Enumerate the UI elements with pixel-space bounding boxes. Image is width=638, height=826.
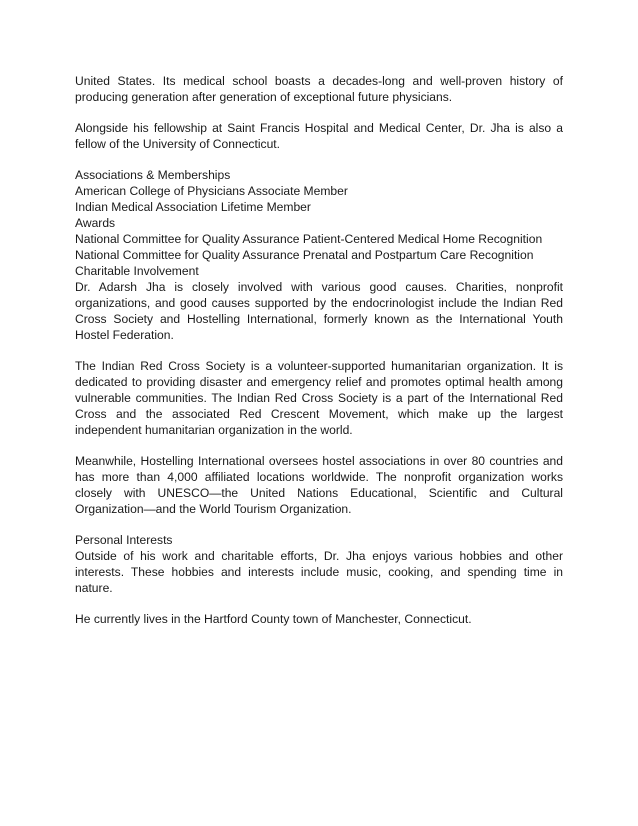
paragraph-hostelling: Meanwhile, Hostelling International oversees hostel associations in over 80 countries and has more than 4,000 affiliated locations worldwide. The nonprofit organization works closely with UNESCO—the United Nations Educational, Scientific and Cultural Organization—and the World Tourism Organization. [75, 454, 563, 516]
associations-heading: Associations & Memberships [75, 168, 231, 182]
paragraph-medical-school: United States. Its medical school boasts a decades-long and well-proven history of producing generation after generation of exceptional future physicians. [75, 74, 563, 104]
personal-interests-heading: Personal Interests [75, 533, 173, 547]
award-item: National Committee for Quality Assurance Patient-Centered Medical Home Recognition [75, 232, 543, 246]
associations-section [75, 167, 563, 279]
paragraph-residence: He currently lives in the Hartford County town of Manchester, Connecticut. [75, 612, 472, 626]
paragraph-fellowship: Alongside his fellowship at Saint Francis Hospital and Medical Center, Dr. Jha is also a fellow of the University of Connecticut. [75, 121, 563, 151]
paragraph-charities: Dr. Adarsh Jha is closely involved with various good causes. Charities, nonprofit organizations, and good causes supported by the endocrinologist include the Indian Red Cross Society and Hostelling International, formerly known as the International Youth Hostel Federation. [75, 280, 563, 342]
award-item: National Committee for Quality Assurance Prenatal and Postpartum Care Recognition [75, 248, 534, 262]
membership-item: American College of Physicians Associate Member [75, 184, 348, 198]
document-page [75, 73, 563, 642]
membership-item: Indian Medical Association Lifetime Member [75, 200, 311, 214]
awards-heading: Awards [75, 216, 116, 230]
paragraph-red-cross: The Indian Red Cross Society is a volunteer-supported humanitarian organization. It is dedicated to providing disaster and emergency relief and promotes optimal health among vulnerable communities. The Indian Red Cross Society is a part of the International Red Cross and the associated Red Crescent Movement, which make up the largest independent humanitarian organization in the world. [75, 359, 563, 437]
charitable-heading: Charitable Involvement [75, 264, 199, 278]
paragraph-hobbies: Outside of his work and charitable efforts, Dr. Jha enjoys various hobbies and other interests. These hobbies and interests include music, cooking, and spending time in nature. [75, 549, 563, 595]
